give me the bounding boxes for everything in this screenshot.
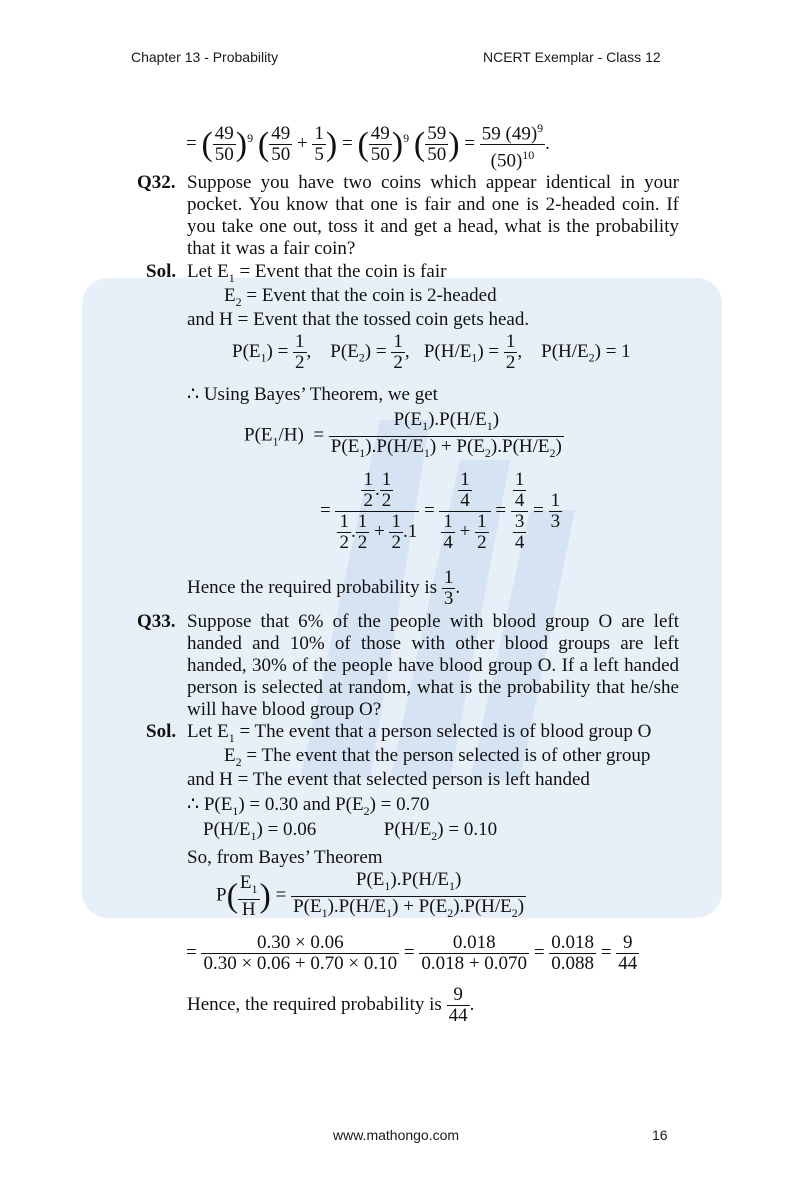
footer-url: www.mathongo.com — [333, 1127, 460, 1143]
q33-sol-label: Sol. — [146, 721, 177, 742]
header-class: NCERT Exemplar - Class 12 — [483, 49, 661, 65]
q33-calc: = $\frac{0.30 \times 0.06}{0.30 \times 0.06 + 0.70 \times 0.10}$ = $\frac{0.018}{0.018 + 0.070}$ = $\frac{0.018}{0.088}$ = $\frac{9}{44}$ — [186, 932, 638, 974]
q33-text: Suppose that 6% of the people with blood group O are left handed and 10% of those with other blood groups are left handed, 30% of the people have blood group O. If a left handed person is selected at random, what is the probability that he/she will have blood group O? — [187, 611, 679, 720]
q32-answer: Hence the required probability is $\frac{1}{3}$ . — [187, 567, 461, 609]
q33-answer: Hence, the required probability is $\frac{9}{44}$ . — [187, 984, 475, 1026]
header-chapter: Chapter 13 - Probability — [131, 49, 279, 65]
q33-label: Q33. — [137, 611, 176, 632]
top-equation: = ( $\frac{49}{50}$ )$^9$ ( $\frac{49}{50}$ + $\frac{1}{5}$ ) = ( $\frac{49}{50}$ )$^9$ ( $\frac{59}{50}$ ) = $\frac{59 (49)^9}{(50)^{10}}$ . — [186, 118, 550, 172]
q33-def-e1: Let $E_1$ = The event that a person selected is of blood group O — [187, 721, 652, 745]
q33-prior-probs: ∴ $P(E_1) = 0.30$ and $P(E_2) = 0.70$ — [187, 794, 430, 818]
q33-def-h: and H = The event that selected person is left handed — [187, 769, 590, 790]
q32-bayes-formula: $P(E_1/H)$ = $\frac{P(E_1).P(H/E_1)}{P(E_1).P(H/E_1) + P(E_2).P(H/E_2)}$ — [244, 409, 562, 460]
q33-bayes-intro: So, from Bayes’ Theorem — [187, 847, 383, 868]
q33-likelihoods: $P(H/E_1) = 0.06$ $P(H/E_2) = 0.10$ — [203, 819, 498, 843]
q32-bayes-calc: = $\frac{1}{2}$ . $\frac{1}{2}$ $\frac{1}{2}$ . $\frac{1}{2}$ + $\frac{1}{2}$ .1 = $\frac{1}{4}$ $\frac{1}{4}$ + $\frac{1}{2}$ = $\frac{\frac{1}{4}}{\frac{3}{4}}$ = $\frac{1}{3}$ — [320, 469, 561, 553]
q32-sol-label: Sol. — [146, 261, 177, 282]
page-number: 16 — [652, 1127, 668, 1143]
q32-text: Suppose you have two coins which appear identical in your pocket. You know that one is fair and one is 2-headed coin. If you take one out, toss it and get a head, what is the probability that it was a fair coin? — [187, 172, 679, 259]
q32-def-h: and H = Event that the tossed coin gets head. — [187, 309, 530, 330]
q32-probabilities: $P(E_1)$ = $\frac{1}{2}$ , $P(E_2)$ = $\frac{1}{2}$ , $P(H/E_1)$ = $\frac{1}{2}$ , $P(H/E_2) = 1$ — [232, 331, 631, 373]
q32-bayes-intro: ∴ Using Bayes’ Theorem, we get — [187, 384, 438, 405]
q32-def-e1: Let $E_1$ = Event that the coin is fair — [187, 261, 447, 285]
q32-def-e2: $E_2$ = Event that the coin is 2-headed — [224, 285, 497, 309]
q32-label: Q32. — [137, 172, 176, 193]
q33-bayes-formula: P( $\frac{E_1}{H}$ ) = $\frac{P(E_1).P(H/E_1)}{P(E_1).P(H/E_1) + P(E_2).P(H/E_2)}$ — [216, 869, 525, 920]
q33-def-e2: $E_2$ = The event that the person selected is of other group — [224, 745, 651, 769]
